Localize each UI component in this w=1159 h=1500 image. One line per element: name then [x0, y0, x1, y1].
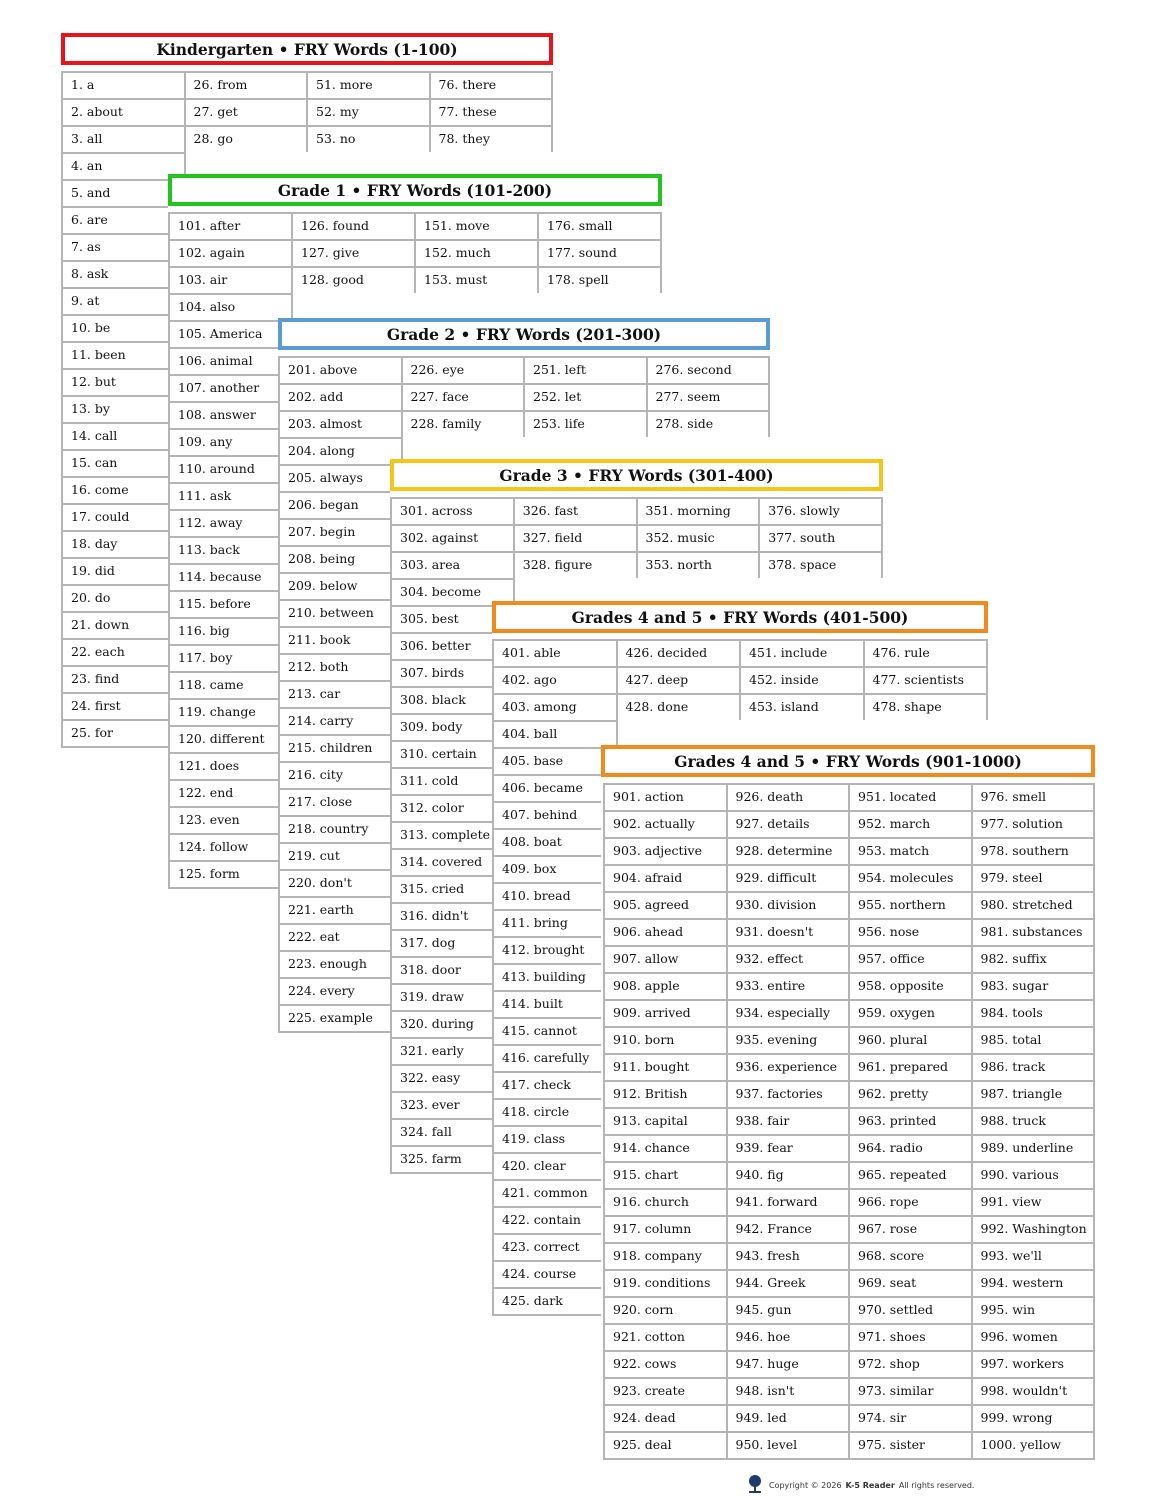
- word-cell: 919. conditions: [605, 1269, 728, 1296]
- word-cell: 414. built: [494, 990, 618, 1017]
- word-cell: 987. triangle: [973, 1080, 1096, 1107]
- word-cell: 22. each: [63, 638, 186, 665]
- word-cell: 974. sir: [850, 1404, 973, 1431]
- word-cell: 935. evening: [728, 1026, 851, 1053]
- word-cell: 950. level: [728, 1431, 851, 1458]
- word-cell: 119. change: [170, 698, 293, 725]
- word-cell: 8. ask: [63, 260, 186, 287]
- word-cell: 302. against: [392, 524, 515, 551]
- word-cell: 948. isn't: [728, 1377, 851, 1404]
- word-cell: 319. draw: [392, 983, 515, 1010]
- word-cell: 228. family: [403, 410, 526, 437]
- word-cell: 964. radio: [850, 1134, 973, 1161]
- word-cell: 253. life: [525, 410, 648, 437]
- word-cell: 10. be: [63, 314, 186, 341]
- word-cell: 422. contain: [494, 1206, 618, 1233]
- word-cell: 411. bring: [494, 909, 618, 936]
- word-cell: 915. chart: [605, 1161, 728, 1188]
- word-cell: 901. action: [605, 783, 728, 810]
- word-cell: 415. cannot: [494, 1017, 618, 1044]
- word-cell: 909. arrived: [605, 999, 728, 1026]
- word-cell: 970. settled: [850, 1296, 973, 1323]
- word-cell: 989. underline: [973, 1134, 1096, 1161]
- word-cell: 982. suffix: [973, 945, 1096, 972]
- word-cell: 107. another: [170, 374, 293, 401]
- word-cell: 410. bread: [494, 882, 618, 909]
- word-cell: 967. rose: [850, 1215, 973, 1242]
- word-cell: 966. rope: [850, 1188, 973, 1215]
- word-cell: 921. cotton: [605, 1323, 728, 1350]
- word-cell: 478. shape: [865, 693, 989, 720]
- word-cell: 426. decided: [618, 639, 742, 666]
- word-cell: 942. France: [728, 1215, 851, 1242]
- word-cell: 210. between: [280, 599, 403, 626]
- word-cell: 975. sister: [850, 1431, 973, 1458]
- word-cell: 151. move: [416, 212, 539, 239]
- word-cell: 409. box: [494, 855, 618, 882]
- sheet-title: Grades 4 and 5 • FRY Words (901-1000): [601, 745, 1095, 777]
- word-cell: 954. molecules: [850, 864, 973, 891]
- word-cell: 957. office: [850, 945, 973, 972]
- word-cell: 937. factories: [728, 1080, 851, 1107]
- word-cell: 303. area: [392, 551, 515, 578]
- word-cell: 309. body: [392, 713, 515, 740]
- word-cell: 408. boat: [494, 828, 618, 855]
- word-cell: 320. during: [392, 1010, 515, 1037]
- word-cell: 278. side: [648, 410, 771, 437]
- word-cell: 420. clear: [494, 1152, 618, 1179]
- word-cell: 118. came: [170, 671, 293, 698]
- word-cell: 24. first: [63, 692, 186, 719]
- word-cell: 322. easy: [392, 1064, 515, 1091]
- word-cell: 983. sugar: [973, 972, 1096, 999]
- word-cell: 994. western: [973, 1269, 1096, 1296]
- word-cell: 995. win: [973, 1296, 1096, 1323]
- word-cell: 965. repeated: [850, 1161, 973, 1188]
- word-cell: 7. as: [63, 233, 186, 260]
- word-cell: 206. began: [280, 491, 403, 518]
- word-cell: 124. follow: [170, 833, 293, 860]
- word-cell: 226. eye: [403, 356, 526, 383]
- word-cell: 213. car: [280, 680, 403, 707]
- word-cell: 219. cut: [280, 842, 403, 869]
- word-cell: 114. because: [170, 563, 293, 590]
- word-cell: 19. did: [63, 557, 186, 584]
- word-cell: 962. pretty: [850, 1080, 973, 1107]
- word-cell: 407. behind: [494, 801, 618, 828]
- word-cell: 117. boy: [170, 644, 293, 671]
- word-cell: 101. after: [170, 212, 293, 239]
- word-cell: 2. about: [63, 98, 186, 125]
- word-cell: 310. certain: [392, 740, 515, 767]
- word-cell: 202. add: [280, 383, 403, 410]
- word-cell: 932. effect: [728, 945, 851, 972]
- word-cell: 205. always: [280, 464, 403, 491]
- word-cell: 209. below: [280, 572, 403, 599]
- word-cell: 476. rule: [865, 639, 989, 666]
- word-cell: 17. could: [63, 503, 186, 530]
- word-cell: 301. across: [392, 497, 515, 524]
- word-cell: 128. good: [293, 266, 416, 293]
- word-cell: 6. are: [63, 206, 186, 233]
- word-cell: 976. smell: [973, 783, 1096, 810]
- word-cell: 178. spell: [539, 266, 662, 293]
- word-cell: 914. chance: [605, 1134, 728, 1161]
- word-cell: 425. dark: [494, 1287, 618, 1314]
- word-cell: 413. building: [494, 963, 618, 990]
- word-cell: 946. hoe: [728, 1323, 851, 1350]
- word-cell: 999. wrong: [973, 1404, 1096, 1431]
- word-cell: 220. don't: [280, 869, 403, 896]
- word-cell: 938. fair: [728, 1107, 851, 1134]
- word-cell: 21. down: [63, 611, 186, 638]
- word-cell: 908. apple: [605, 972, 728, 999]
- word-cell: 227. face: [403, 383, 526, 410]
- word-cell: 203. almost: [280, 410, 403, 437]
- word-cell: 906. ahead: [605, 918, 728, 945]
- word-cell: 15. can: [63, 449, 186, 476]
- word-cell: 952. march: [850, 810, 973, 837]
- word-cell: 312. color: [392, 794, 515, 821]
- rights-text: All rights reserved.: [898, 1480, 975, 1490]
- word-cell: 103. air: [170, 266, 293, 293]
- word-cell: 451. include: [741, 639, 865, 666]
- word-cell: 959. oxygen: [850, 999, 973, 1026]
- word-cell: 944. Greek: [728, 1269, 851, 1296]
- word-cell: 421. common: [494, 1179, 618, 1206]
- word-cell: 401. able: [494, 639, 618, 666]
- word-cell: 305. best: [392, 605, 515, 632]
- sheet-title: Grade 3 • FRY Words (301-400): [390, 459, 883, 491]
- word-cell: 910. born: [605, 1026, 728, 1053]
- word-cell: 912. British: [605, 1080, 728, 1107]
- word-cell: 960. plural: [850, 1026, 973, 1053]
- word-cell: 984. tools: [973, 999, 1096, 1026]
- word-cell: 978. southern: [973, 837, 1096, 864]
- word-cell: 418. circle: [494, 1098, 618, 1125]
- word-cell: 120. different: [170, 725, 293, 752]
- word-cell: 943. fresh: [728, 1242, 851, 1269]
- word-cell: 378. space: [760, 551, 883, 578]
- word-cell: 931. doesn't: [728, 918, 851, 945]
- word-cell: 5. and: [63, 179, 186, 206]
- word-cell: 51. more: [308, 71, 431, 98]
- word-cell: 911. bought: [605, 1053, 728, 1080]
- word-cell: 13. by: [63, 395, 186, 422]
- word-cell: 325. farm: [392, 1145, 515, 1172]
- word-cell: 979. steel: [973, 864, 1096, 891]
- word-cell: 109. any: [170, 428, 293, 455]
- word-cell: 314. covered: [392, 848, 515, 875]
- word-cell: 122. end: [170, 779, 293, 806]
- word-cell: 306. better: [392, 632, 515, 659]
- copyright-footer: [745, 1474, 974, 1496]
- tree-logo-icon: [745, 1474, 765, 1496]
- word-cell: 997. workers: [973, 1350, 1096, 1377]
- word-cell: 53. no: [308, 125, 431, 152]
- word-cell: 121. does: [170, 752, 293, 779]
- word-cell: 928. determine: [728, 837, 851, 864]
- word-cell: 958. opposite: [850, 972, 973, 999]
- sheet-title: Grade 2 • FRY Words (201-300): [278, 318, 770, 350]
- word-cell: 353. north: [638, 551, 761, 578]
- copyright-text: Copyright © 2026: [769, 1480, 842, 1490]
- word-cell: 127. give: [293, 239, 416, 266]
- word-cell: 224. every: [280, 977, 403, 1004]
- word-cell: 211. book: [280, 626, 403, 653]
- word-cell: 992. Washington: [973, 1215, 1096, 1242]
- word-cell: 991. view: [973, 1188, 1096, 1215]
- word-cell: 1. a: [63, 71, 186, 98]
- word-cell: 971. shoes: [850, 1323, 973, 1350]
- word-cell: 328. figure: [515, 551, 638, 578]
- word-cell: 412. brought: [494, 936, 618, 963]
- word-cell: 998. wouldn't: [973, 1377, 1096, 1404]
- word-cell: 428. done: [618, 693, 742, 720]
- word-cell: 212. both: [280, 653, 403, 680]
- word-cell: 907. allow: [605, 945, 728, 972]
- word-cell: 116. big: [170, 617, 293, 644]
- word-cell: 904. afraid: [605, 864, 728, 891]
- word-cell: 11. been: [63, 341, 186, 368]
- word-cell: 973. similar: [850, 1377, 973, 1404]
- word-cell: 985. total: [973, 1026, 1096, 1053]
- word-cell: 929. difficult: [728, 864, 851, 891]
- word-cell: 78. they: [431, 125, 554, 152]
- word-cell: 902. actually: [605, 810, 728, 837]
- word-cell: 955. northern: [850, 891, 973, 918]
- sheet-title: Grades 4 and 5 • FRY Words (401-500): [492, 601, 988, 633]
- word-cell: 323. ever: [392, 1091, 515, 1118]
- word-cell: 25. for: [63, 719, 186, 746]
- word-cell: 313. complete: [392, 821, 515, 848]
- word-cell: 153. must: [416, 266, 539, 293]
- word-cell: 223. enough: [280, 950, 403, 977]
- word-cell: 924. dead: [605, 1404, 728, 1431]
- word-cell: 945. gun: [728, 1296, 851, 1323]
- word-cell: 104. also: [170, 293, 293, 320]
- word-cell: 423. correct: [494, 1233, 618, 1260]
- word-cell: 980. stretched: [973, 891, 1096, 918]
- word-cell: 981. substances: [973, 918, 1096, 945]
- word-cell: 204. along: [280, 437, 403, 464]
- word-cell: 4. an: [63, 152, 186, 179]
- word-cell: 917. column: [605, 1215, 728, 1242]
- word-cell: 920. corn: [605, 1296, 728, 1323]
- word-cell: 221. earth: [280, 896, 403, 923]
- word-cell: 905. agreed: [605, 891, 728, 918]
- word-cell: 111. ask: [170, 482, 293, 509]
- word-cell: 207. begin: [280, 518, 403, 545]
- word-cell: 324. fall: [392, 1118, 515, 1145]
- word-cell: 177. sound: [539, 239, 662, 266]
- word-cell: 963. printed: [850, 1107, 973, 1134]
- word-cell: 326. fast: [515, 497, 638, 524]
- word-cell: 933. entire: [728, 972, 851, 999]
- word-cell: 225. example: [280, 1004, 403, 1031]
- word-cell: 52. my: [308, 98, 431, 125]
- word-cell: 406. became: [494, 774, 618, 801]
- word-cell: 941. forward: [728, 1188, 851, 1215]
- word-cell: 217. close: [280, 788, 403, 815]
- word-cell: 993. we'll: [973, 1242, 1096, 1269]
- word-cell: 427. deep: [618, 666, 742, 693]
- word-cell: 76. there: [431, 71, 554, 98]
- word-cell: 927. details: [728, 810, 851, 837]
- word-cell: 318. door: [392, 956, 515, 983]
- word-cell: 317. dog: [392, 929, 515, 956]
- word-cell: 405. base: [494, 747, 618, 774]
- word-cell: 77. these: [431, 98, 554, 125]
- word-cell: 23. find: [63, 665, 186, 692]
- word-cell: 12. but: [63, 368, 186, 395]
- word-cell: 201. above: [280, 356, 403, 383]
- word-cell: 321. early: [392, 1037, 515, 1064]
- word-cell: 1000. yellow: [973, 1431, 1096, 1458]
- word-cell: 926. death: [728, 783, 851, 810]
- brand-name: K-5 Reader: [845, 1480, 895, 1490]
- word-cell: 106. animal: [170, 347, 293, 374]
- word-cell: 930. division: [728, 891, 851, 918]
- word-cell: 16. come: [63, 476, 186, 503]
- word-cell: 403. among: [494, 693, 618, 720]
- word-cell: 940. fig: [728, 1161, 851, 1188]
- word-cell: 969. seat: [850, 1269, 973, 1296]
- word-cell: 947. huge: [728, 1350, 851, 1377]
- word-cell: 307. birds: [392, 659, 515, 686]
- word-cell: 990. various: [973, 1161, 1096, 1188]
- word-cell: 951. located: [850, 783, 973, 810]
- word-cell: 308. black: [392, 686, 515, 713]
- word-cell: 352. music: [638, 524, 761, 551]
- word-cell: 251. left: [525, 356, 648, 383]
- word-cell: 925. deal: [605, 1431, 728, 1458]
- sheet-title: Grade 1 • FRY Words (101-200): [168, 174, 662, 206]
- word-cell: 956. nose: [850, 918, 973, 945]
- word-cell: 939. fear: [728, 1134, 851, 1161]
- word-cell: 351. morning: [638, 497, 761, 524]
- word-cell: 968. score: [850, 1242, 973, 1269]
- word-cell: 934. especially: [728, 999, 851, 1026]
- word-cell: 402. ago: [494, 666, 618, 693]
- word-cell: 315. cried: [392, 875, 515, 902]
- word-cell: 218. country: [280, 815, 403, 842]
- word-cell: 102. again: [170, 239, 293, 266]
- word-cell: 419. class: [494, 1125, 618, 1152]
- word-cell: 913. capital: [605, 1107, 728, 1134]
- word-cell: 222. eat: [280, 923, 403, 950]
- word-cell: 18. day: [63, 530, 186, 557]
- word-cell: 26. from: [186, 71, 309, 98]
- word-cell: 923. create: [605, 1377, 728, 1404]
- word-cell: 9. at: [63, 287, 186, 314]
- word-cell: 377. south: [760, 524, 883, 551]
- word-cell: 112. away: [170, 509, 293, 536]
- word-cell: 918. company: [605, 1242, 728, 1269]
- word-grid: [603, 783, 1095, 1460]
- word-cell: 113. back: [170, 536, 293, 563]
- word-cell: 916. church: [605, 1188, 728, 1215]
- word-cell: 327. field: [515, 524, 638, 551]
- word-cell: 105. America: [170, 320, 293, 347]
- word-cell: 922. cows: [605, 1350, 728, 1377]
- word-cell: 376. slowly: [760, 497, 883, 524]
- word-cell: 252. let: [525, 383, 648, 410]
- word-cell: 961. prepared: [850, 1053, 973, 1080]
- word-cell: 316. didn't: [392, 902, 515, 929]
- word-cell: 108. answer: [170, 401, 293, 428]
- word-cell: 949. led: [728, 1404, 851, 1431]
- word-cell: 215. children: [280, 734, 403, 761]
- word-cell: 123. even: [170, 806, 293, 833]
- word-cell: 953. match: [850, 837, 973, 864]
- word-cell: 276. second: [648, 356, 771, 383]
- word-cell: 3. all: [63, 125, 186, 152]
- word-cell: 27. get: [186, 98, 309, 125]
- word-cell: 453. island: [741, 693, 865, 720]
- word-cell: 903. adjective: [605, 837, 728, 864]
- word-cell: 152. much: [416, 239, 539, 266]
- word-cell: 28. go: [186, 125, 309, 152]
- word-cell: 477. scientists: [865, 666, 989, 693]
- word-cell: 208. being: [280, 545, 403, 572]
- word-cell: 424. course: [494, 1260, 618, 1287]
- word-cell: 110. around: [170, 455, 293, 482]
- word-cell: 936. experience: [728, 1053, 851, 1080]
- word-cell: 977. solution: [973, 810, 1096, 837]
- word-cell: 311. cold: [392, 767, 515, 794]
- word-cell: 417. check: [494, 1071, 618, 1098]
- word-cell: 996. women: [973, 1323, 1096, 1350]
- word-cell: 972. shop: [850, 1350, 973, 1377]
- word-cell: 404. ball: [494, 720, 618, 747]
- sheet-grades-4-5-b: [601, 745, 1095, 1460]
- word-cell: 277. seem: [648, 383, 771, 410]
- word-cell: 20. do: [63, 584, 186, 611]
- word-cell: 125. form: [170, 860, 293, 887]
- word-cell: 452. inside: [741, 666, 865, 693]
- word-cell: 304. become: [392, 578, 515, 605]
- word-cell: 214. carry: [280, 707, 403, 734]
- word-cell: 988. truck: [973, 1107, 1096, 1134]
- word-cell: 986. track: [973, 1053, 1096, 1080]
- sheet-title: Kindergarten • FRY Words (1-100): [61, 33, 553, 65]
- word-cell: 126. found: [293, 212, 416, 239]
- word-cell: 115. before: [170, 590, 293, 617]
- word-cell: 176. small: [539, 212, 662, 239]
- word-cell: 416. carefully: [494, 1044, 618, 1071]
- word-cell: 14. call: [63, 422, 186, 449]
- word-cell: 216. city: [280, 761, 403, 788]
